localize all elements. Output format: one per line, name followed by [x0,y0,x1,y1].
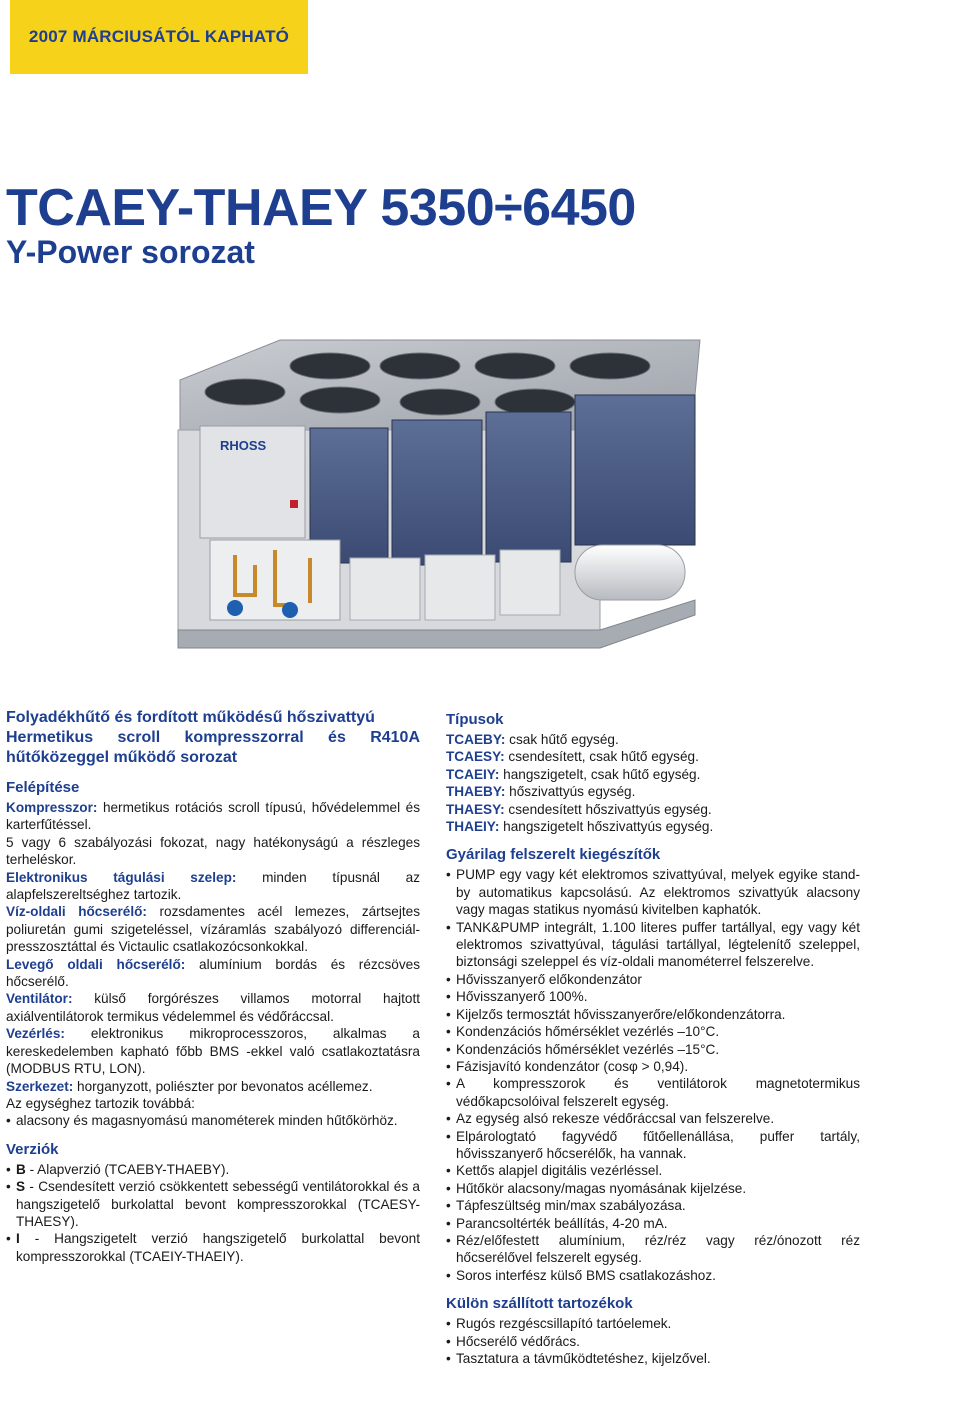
list-item: • Tasztatura a távműködtetéshez, kijelzővel. [446,1351,711,1366]
bullet-icon: • [446,1351,451,1366]
bullet-icon: • [446,971,451,987]
bullet-icon: • [446,1198,451,1214]
kulon-heading: Külön szállított tartozékok [446,1295,633,1313]
intro-line-1: Folyadékhűtő és fordított működésű hőszivattyú [6,709,375,726]
verziok-list [6,1161,420,1265]
bullet-icon: • [6,1179,11,1195]
list-item: • Elpárologtató fagyvédő fűtőellenállása, puffer tartály, hővisszanyerő hőcserélők, ha vannak. [446,1128,860,1161]
list-item: • TANK&PUMP integrált, 1.100 literes puffer tartállyal, egy vagy két elektromos szivattyúval, tágulási tartállyal, légtelenítő szeleppel, biztonsági szeleppel és víz-oldali manométerrel felszerelve. [446,919,860,970]
bullet-icon: • [446,1316,451,1332]
bullet-icon: • [446,1215,451,1231]
list-item: THAESY: csendesített hőszivattyús egység. [446,801,712,817]
availability-banner [10,0,308,74]
list-item: • Kondenzációs hőmérséklet vezérlés –15°C. [446,1041,720,1057]
intro-line-2: Hermetikus scroll kompresszorral és R410A hűtőközeggel működő sorozat [6,729,420,766]
list-item: THAEBY: hőszivattyús egység. [446,784,636,800]
list-item: • Réz/előfestett alumínium, réz/réz vagy réz/ónozott réz hőcserélővel felszerelt egység. [446,1232,860,1266]
bullet-icon: • [446,1163,451,1179]
bullet-icon: • [446,1333,451,1349]
banner-text: 2007 MÁRCIUSÁTÓL KAPHATÓ [28,27,290,46]
page-title: TCAEY-THAEY 5350÷6450 [6,179,636,237]
verziok-heading: Verziók [6,1140,59,1158]
felepitese-item: Elektronikus tágulási szelep: minden típusnál az alapfelszereltséghez tartozik. [6,869,420,903]
bullet-icon: • [446,1058,451,1074]
list-item: • Tápfeszültség min/max szabályozása. [446,1198,686,1214]
list-item: • S - Csendesített verzió csökkentett sebességű ventilátorokkal és a hangszigetelő burkolattal bevont kompresszorokkal (TCAESY-THAESY). [6,1179,420,1229]
product-logo: RHOSS [220,438,267,453]
bullet-icon: • [6,1161,11,1177]
gyarilag-heading: Gyárilag felszerelt kiegészítők [446,846,661,864]
felepitese-bullets [6,1112,420,1129]
list-item: • Hővisszanyerő 100%. [446,989,588,1005]
felepitese-heading: Felépítése [6,779,80,796]
right-column [446,708,860,1367]
felepitese-item: Vezérlés: elektronikus mikroprocesszoros, alkalmas a kereskedelemben kapható főbb BMS -ekkel való csatlakoztatásra (MODBUS RTU, LON). [6,1026,420,1077]
list-item: • Az egység alsó rekesze védőráccsal van felszerelve. [446,1111,775,1127]
bullet-icon: • [6,1113,11,1129]
bullet-icon: • [446,919,451,935]
bullet-icon: • [446,1006,451,1022]
felepitese-item: Kompresszor: hermetikus rotációs scroll típusú, hővédelemmel és karterfűtéssel. [6,800,420,833]
tipusok-list [446,731,860,835]
felepitese-item: Víz-oldali hőcserélő: rozsdamentes acél lemezes, zártsejtes poliuretán gumi szigeteléssel, vízáramlás szabályozó differenciál-presszosztáttal és Victaulic csatlakozócsonkokkal. [6,904,420,955]
felepitese-item: Az egységhez tartozik továbbá: [6,1095,195,1111]
bullet-icon: • [446,1111,451,1127]
list-item: • Kettős alapjel digitális vezérléssel. [446,1163,663,1179]
list-item: • Hővisszanyerő előkondenzátor [446,971,642,987]
felepitese-item: 5 vagy 6 szabályozási fokozat, nagy hatékonyságú a részleges terheléskor. [6,834,420,868]
felepitese-item: Ventilátor: külső forgórészes villamos motorral hajtott axiálventilátorok termikus védelemmel és védőráccsal. [6,991,420,1024]
felepitese-item: Szerkezet: horganyzott, poliészter por bevonatos acéllemez. [6,1078,373,1094]
list-item: • alacsony és magasnyomású manométerek minden hűtőkörhöz. [6,1113,398,1129]
bullet-icon: • [446,867,451,883]
bullet-icon: • [446,1041,451,1057]
list-item: • Soros interfész külső BMS csatlakozáshoz. [446,1267,716,1283]
list-item: • A kompresszorok és ventilátorok magnetotermikus védőkapcsolóival felszerelt egység. [446,1076,860,1109]
list-item: TCAEIY: hangszigetelt, csak hűtő egység. [446,766,701,782]
list-item: • Rugós rezgéscsillapító tartóelemek. [446,1316,672,1332]
bullet-icon: • [446,1267,451,1283]
bullet-icon: • [446,989,451,1005]
list-item: • B - Alapverzió (TCAEBY-THAEBY). [6,1161,230,1177]
bullet-icon: • [446,1232,451,1248]
bullet-icon: • [446,1024,451,1040]
list-item: • I - Hangszigetelt verzió hangszigetelő burkolattal bevont kompresszorokkal (TCAEIY-THAEIY). [6,1231,420,1264]
list-item: TCAESY: csendesített, csak hűtő egység. [446,749,699,765]
product-image [140,300,740,670]
felepitese-item: Levegő oldali hőcserélő: alumínium bordás és rézcsöves hőcserélő. [6,956,420,990]
kulon-list [446,1315,860,1367]
list-item: TCAEBY: csak hűtő egység. [446,732,619,747]
bullet-icon: • [446,1180,451,1196]
list-item: • Fázisjavító kondenzátor (cosφ > 0,94). [446,1058,689,1074]
list-item: • Parancsoltérték beállítás, 4-20 mA. [446,1215,668,1231]
list-item: THAEIY: hangszigetelt hőszivattyús egység. [446,819,714,835]
page-subtitle: Y-Power sorozat [6,234,255,270]
gyarilag-list [446,866,860,1284]
list-item: • Hőcserélő védőrács. [446,1333,580,1349]
bullet-icon: • [6,1231,11,1247]
tipusok-heading: Típusok [446,711,504,728]
list-item: • PUMP egy vagy két elektromos szivattyúval, melyek egyike stand-by automatikus kapcsolású. Az elektromos szivattyúk alacsony vagy magas statikus nyomású kivitelben kaphatók. [446,867,860,918]
list-item: • Kondenzációs hőmérséklet vezérlés –10°C. [446,1024,720,1040]
list-item: • Hűtőkör alacsony/magas nyomásának kijelzése. [446,1180,747,1196]
list-item: • Kijelzős termosztát hővisszanyerőre/előkondenzátorra. [446,1006,786,1022]
felepitese-list [6,799,420,1130]
bullet-icon: • [446,1076,451,1092]
bullet-icon: • [446,1128,451,1144]
left-column [6,708,420,1265]
